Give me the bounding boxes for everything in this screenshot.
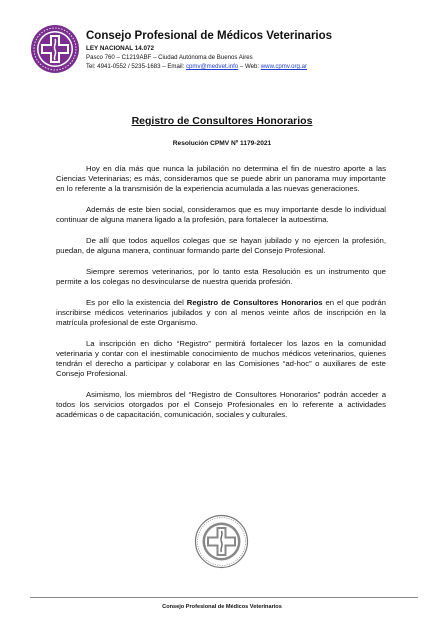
paragraph-2: Además de este bien social, consideramos que es muy importante desde lo individual continuar de alguna manera ligado a la profesión, para fortalecer la autoestima. [56,205,386,224]
footer-divider [30,597,418,598]
resolution-number: Resolución CPMV Nº 1179-2021 [172,140,272,147]
p5-registry-name: Registro de Consultores Honorarios [186,298,323,307]
tel-text: Tel: 4941-0552 / 5235-1683 – Email: [86,63,186,70]
web-link[interactable]: www.cpmv.org.ar [260,63,308,70]
paragraph-1: Hoy en día más que nunca la jubilación no determina el fin de nuestro aporte a las Ciencias Veterinarias; es más, consideramos que se puede abrir un panorama muy importante en lo referente a la transmisión de la experiencia acumulada a las nuevas generaciones. [56,164,386,193]
p5-start: Es por ello la existencia del [86,298,187,307]
email-link[interactable]: cpmv@medvet.info [185,63,239,70]
web-label: – Web: [238,63,261,70]
footer-text: Consejo Profesional de Médicos Veterinarios [162,604,282,610]
seal-stamp-icon [194,514,249,569]
law-number: LEY NACIONAL 14.072 [86,45,155,52]
paragraph-4: Siempre seremos veterinarios, por lo tanto esta Resolución es un instrumento que permite a los colegas no desvincularse de nuestra querida profesión. [56,267,386,286]
document-body [56,164,386,431]
paragraph-6: La inscripción en dicho “Registro” permitirá fortalecer los lazos en la comunidad veterinaria y contar con el inestimable conocimiento de muchos médicos veterinarios, quienes tendrán el derecho a participar y colaborar en las Comisiones “ad-hoc” o auxiliares de este Consejo Profesional. [56,339,386,378]
council-logo-icon [30,24,80,74]
paragraph-3: De allí que todos aquellos colegas que se hayan jubilado y no ejercen la profesión, puedan, de alguna manera, continuar formando parte del Consejo Profesional. [56,236,386,255]
p5-end: en el que podrán inscribirse médicos veterinarios jubilados y con al menos veinte años de inscripción en la matrícula profesional de este Organismo. [56,298,386,327]
paragraph-7: Asimismo, los miembros del “Registro de Consultores Honorarios” podrán acceder a todos los servicios otorgados por el Consejo Profesionales en lo referente a actividades académicas o de capacitación, comunicación, sociales y culturales. [56,390,386,419]
paragraph-5 [56,298,386,328]
page-title: Registro de Consultores Honorarios [131,115,313,127]
org-name: Consejo Profesional de Médicos Veterinarios [86,30,333,42]
address: Pasco 760 – C1219ABF – Ciudad Autónoma de Buenos Aires [86,54,253,61]
letterhead [86,30,416,71]
contact-line [86,62,416,71]
